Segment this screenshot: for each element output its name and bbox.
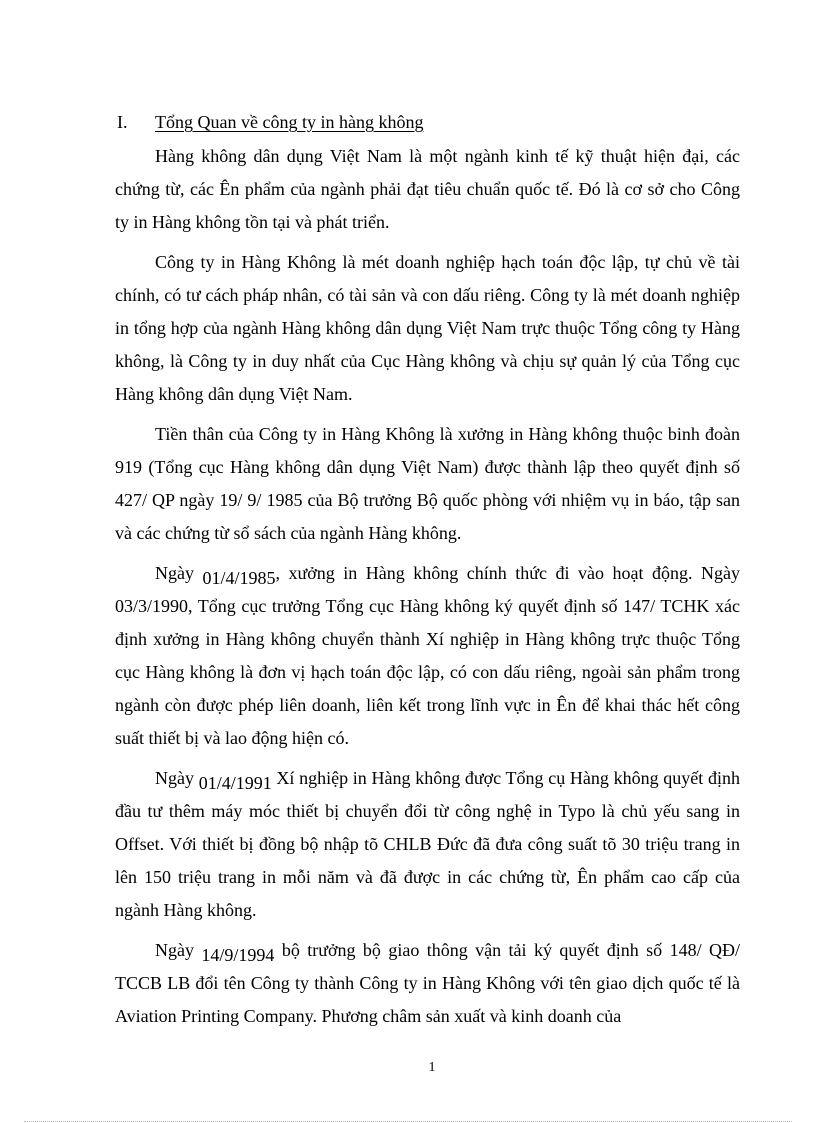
paragraph — [115, 934, 740, 1033]
paragraph-lead: Ngày — [155, 940, 194, 960]
body-text — [115, 140, 740, 1040]
paragraph-rest: Xí nghiệp in Hàng không được Tổng cụ Hàng không quyết định đầu tư thêm máy móc thiết bị chuyển đổi từ công nghệ in Typo là chủ yếu sang in Offset. Với thiết bị đồng bộ nhập tõ CHLB Đức đã đưa công suất tõ 30 triệu trang in lên 150 triệu trang in mỗi năm và đã được in các chứng từ, Ên phẩm cao cấp của ngành Hàng không. — [115, 768, 740, 920]
paragraph-lead: Ngày — [155, 563, 194, 583]
paragraph: Công ty in Hàng Không là mét doanh nghiệp hạch toán độc lập, tự chủ về tài chính, có tư cách pháp nhân, có tài sản và con dấu riêng. Công ty là mét doanh nghiệp in tổng hợp của ngành Hàng không dân dụng Việt Nam trực thuộc Tổng công ty Hàng không, là Công ty in duy nhất của Cục Hàng không và chịu sự quản lý của Tổng cục Hàng không dân dụng Việt Nam. — [115, 252, 740, 404]
paragraph — [115, 557, 740, 755]
paragraph-rest: , xưởng in Hàng không chính thức đi vào hoạt động. Ngày 03/3/1990, Tổng cục trưởng Tổng cục Hàng không ký quyết định số 147/ TCHK xác định xưởng in Hàng không chuyển thành Xí nghiệp in Hàng không trực thuộc Tổng cục Hàng không là đơn vị hạch toán độc lập, có con dấu riêng, ngoài sản phẩm trong ngành còn được phép liên doanh, liên kết trong lĩnh vực in Ên để khai thác hết công suất thiết bị và lao động hiện có. — [115, 563, 741, 748]
paragraph-rest: bộ trưởng bộ giao thông vận tải ký quyết định số 148/ QĐ/ TCCB LB đổi tên Công ty thành Công ty in Hàng Không với tên giao dịch quốc tế là Aviation Printing Company. Phương châm sản xuất và kinh doanh của — [115, 940, 740, 1026]
paragraph: Hàng không dân dụng Việt Nam là một ngành kinh tế kỹ thuật hiện đại, các chứng từ, các Ên phẩm của ngành phải đạt tiêu chuẩn quốc tế. Đó là cơ sở cho Công ty in Hàng không tồn tại và phát triển. — [115, 146, 740, 232]
paragraph — [115, 762, 740, 927]
paragraph-date: 01/4/1991 — [198, 773, 272, 793]
page-bottom-divider — [24, 1121, 792, 1122]
paragraph-date: 01/4/1985 — [202, 568, 276, 588]
page-number: 1 — [428, 1060, 436, 1075]
section-heading — [117, 110, 423, 134]
paragraph-date: 14/9/1994 — [201, 945, 275, 965]
section-title: Tổng Quan về công ty in hàng không — [155, 112, 424, 132]
section-number: I. — [117, 112, 128, 132]
paragraph: Tiền thân của Công ty in Hàng Không là xưởng in Hàng không thuộc binh đoàn 919 (Tổng cục Hàng không dân dụng Việt Nam) được thành lập theo quyết định số 427/ QP ngày 19/ 9/ 1985 của Bộ trưởng Bộ quốc phòng với nhiệm vụ in báo, tập san và các chứng từ sổ sách của ngành Hàng không. — [115, 424, 740, 543]
paragraph-lead: Ngày — [155, 768, 194, 788]
